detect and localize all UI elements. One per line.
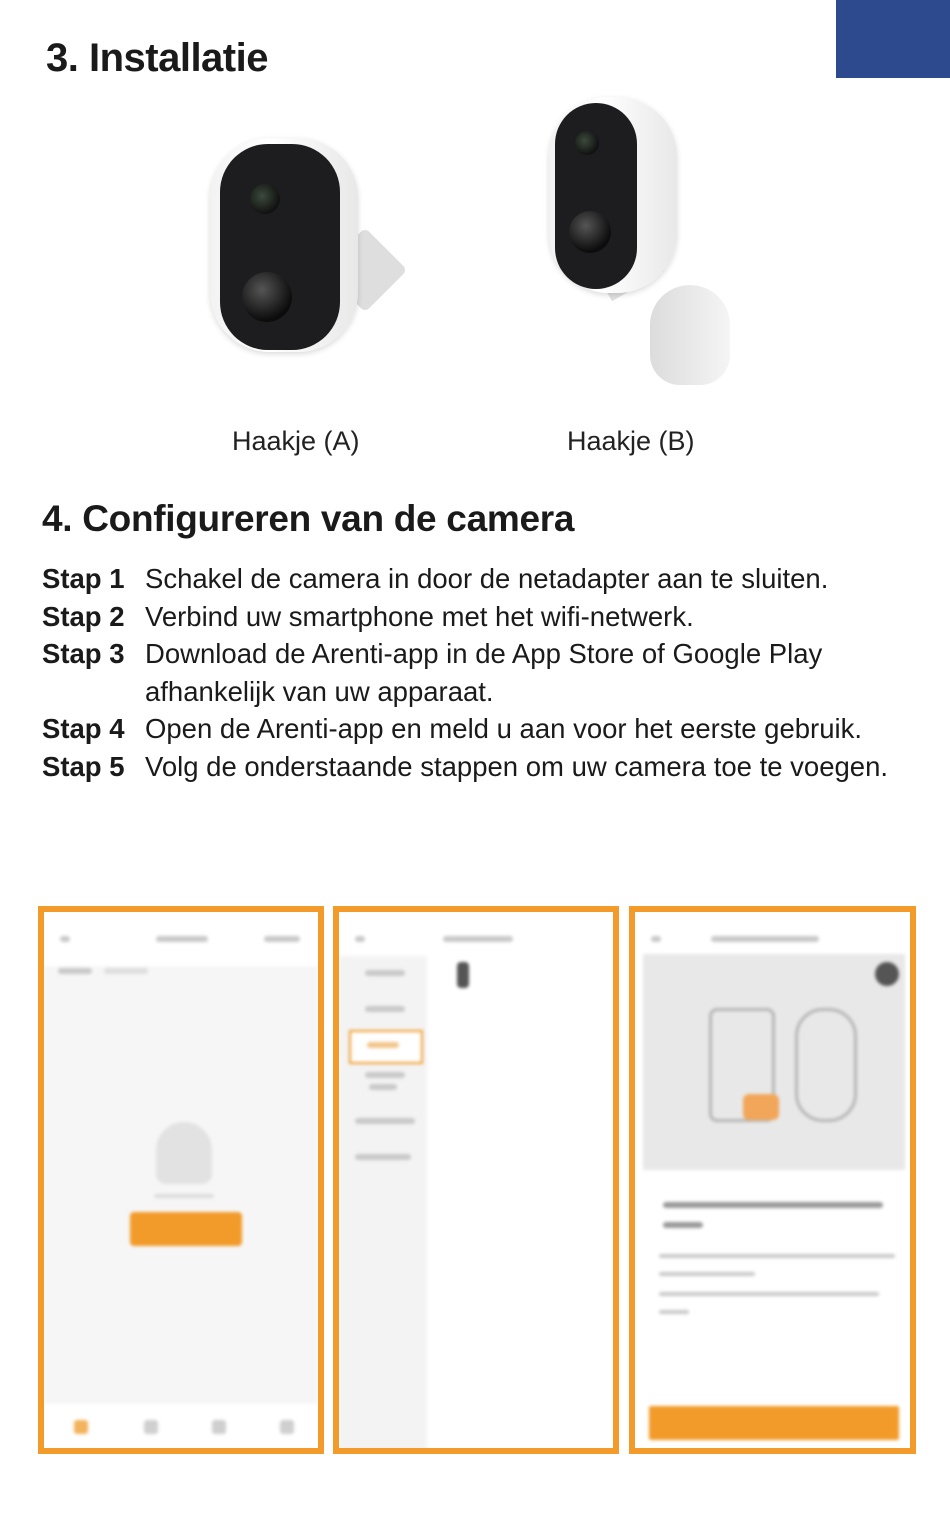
step-label: Stap 4 [42,713,125,744]
app-screenshot-add-camera [629,906,916,1454]
steps-list [42,560,922,785]
camera-bracket-a-image [210,130,410,360]
corner-tab [836,0,950,78]
step-text: Open de Arenti-app en meld u aan voor het eerste gebruik. [145,713,862,744]
step-text: Verbind uw smartphone met het wifi-netwerk. [145,600,694,632]
config-heading: 4. Configureren van de camera [42,498,575,539]
step-text: Schakel de camera in door de netadapter aan te sluiten. [145,563,829,594]
bracket-a-caption: Haakje (A) [232,426,360,456]
app-screenshot-device-list [333,906,619,1454]
step-label: Stap 2 [42,600,125,632]
step-text: Volg de onderstaande stappen om uw camera toe te voegen. [145,750,889,782]
step-item [42,635,922,710]
install-heading: 3. Installatie [46,36,268,80]
camera-bracket-b-image [545,95,745,405]
bracket-b-caption: Haakje (B) [567,426,695,456]
step-label: Stap 1 [42,563,125,594]
step-label: Stap 3 [42,638,125,669]
step-item [42,710,922,748]
step-text: Download de Arenti-app in de App Store of Google Play afhankelijk van uw apparaat. [145,638,823,707]
step-label: Stap 5 [42,750,125,782]
app-screenshot-home [38,906,324,1454]
step-item [42,560,922,598]
step-item [42,598,922,636]
step-item [42,748,922,786]
